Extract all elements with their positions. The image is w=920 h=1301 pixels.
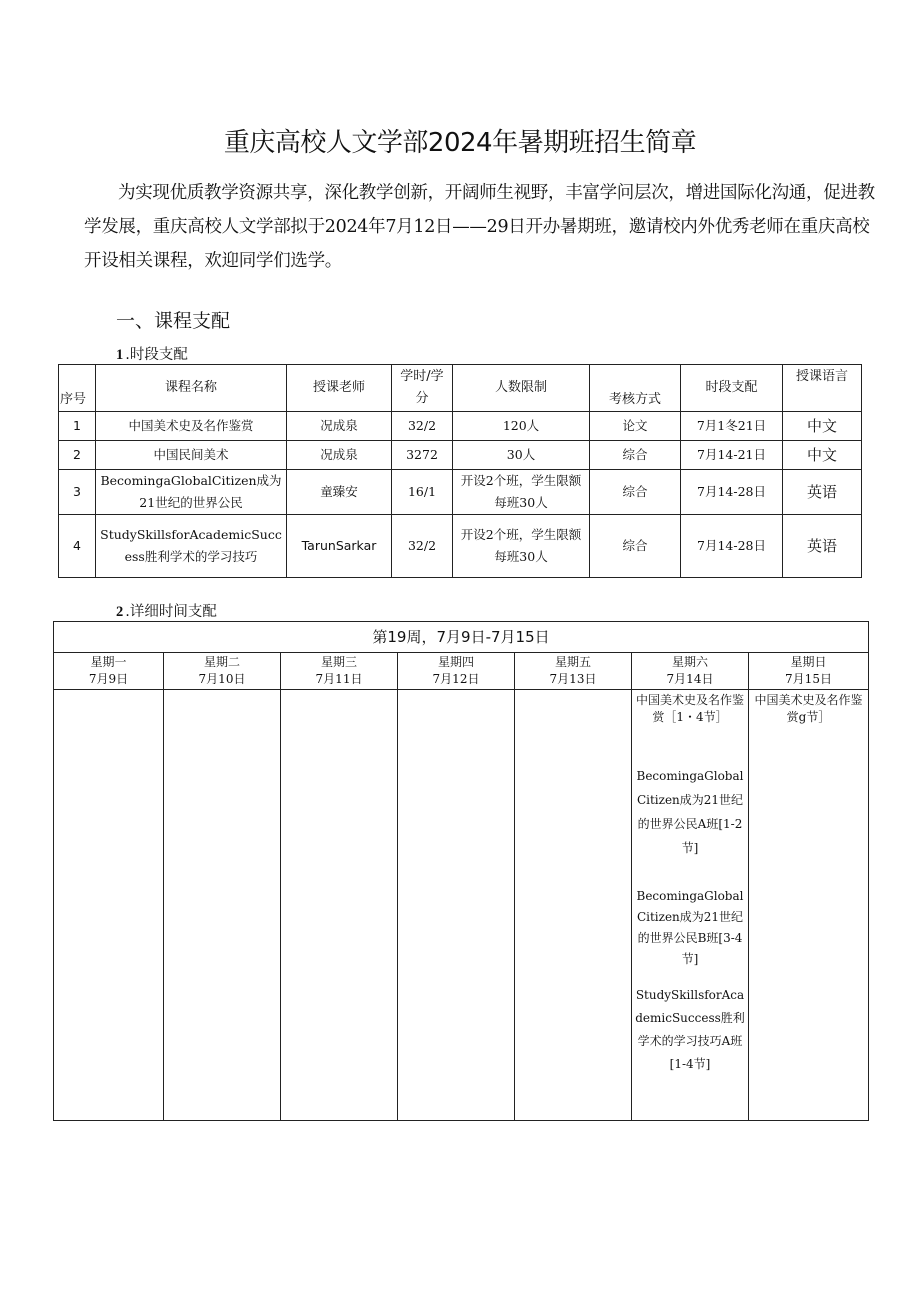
day-date: 7月14日	[666, 672, 714, 686]
schedule-entry: BecomingaGlobalCitizen成为21世纪的世界公民B班[3-4节]	[636, 889, 744, 966]
document-title: 重庆高校人文学部2024年暑期班招生简章	[223, 128, 697, 158]
cell-hours: 16/1	[392, 470, 453, 515]
cell-period: 7月14-28日	[681, 515, 783, 578]
cell-language: 中文	[783, 441, 862, 470]
table-row	[59, 515, 862, 578]
day-name: 星期五	[554, 655, 591, 669]
cell-language: 英语	[783, 470, 862, 515]
schedule-entry: BecomingaGlobalCitizen成为21世纪的世界公民A班[1-2节]	[636, 769, 744, 855]
week-title: 第19周，7月9日-7月15日	[54, 622, 869, 653]
cell-language: 中文	[783, 412, 862, 441]
schedule-entry: StudySkillsforAcademicSuccess胜利学术的学习技巧A班[1-4节]	[635, 988, 745, 1071]
day-header-thursday	[398, 653, 515, 690]
schedule-cell-wednesday	[281, 690, 398, 1121]
schedule-cell-thursday	[398, 690, 515, 1121]
cell-exam: 综合	[590, 515, 681, 578]
day-name: 星期六	[671, 655, 708, 669]
day-header-monday	[54, 653, 164, 690]
subheading-number: 1	[116, 347, 124, 363]
schedule-cell-sunday	[749, 690, 869, 1121]
subheading-detailed-schedule	[116, 600, 217, 621]
week-title-row	[54, 622, 869, 653]
header-language: 授课语言	[783, 365, 862, 412]
cell-exam: 综合	[590, 441, 681, 470]
cell-course-name: BecomingaGlobalCitizen成为21世纪的世界公民	[96, 470, 287, 515]
cell-period: 7月14-21日	[681, 441, 783, 470]
day-name: 星期二	[203, 655, 240, 669]
schedule-body-row	[54, 690, 869, 1121]
subheading-label: .时段支配	[125, 347, 188, 363]
cell-period: 7月14-28日	[681, 470, 783, 515]
weekly-schedule-table	[53, 621, 869, 1121]
schedule-cell-friday	[515, 690, 632, 1121]
day-date: 7月10日	[198, 672, 246, 686]
cell-limit: 开设2个班，学生限额每班30人	[453, 470, 590, 515]
schedule-cell-monday	[54, 690, 164, 1121]
day-name: 星期四	[437, 655, 474, 669]
header-teacher: 授课老师	[287, 365, 392, 412]
day-date: 7月13日	[549, 672, 597, 686]
section-heading-course-arrangement: 一、课程支配	[116, 310, 231, 332]
day-header-tuesday	[164, 653, 281, 690]
cell-teacher: TarunSarkar	[287, 515, 392, 578]
day-name: 星期日	[790, 655, 827, 669]
day-name: 星期一	[90, 655, 127, 669]
day-header-friday	[515, 653, 632, 690]
cell-course-name: 中国美术史及名作鉴赏	[96, 412, 287, 441]
cell-exam: 综合	[590, 470, 681, 515]
cell-limit: 30人	[453, 441, 590, 470]
header-assessment: 考核方式	[590, 365, 681, 412]
intro-paragraph: 为实现优质教学资源共享，深化教学创新，开阔师生视野，丰富学问层次，增进国际化沟通，促进教学发展，重庆高校人文学部拟于2024年7月12日——29日开办暑期班，邀请校内外优秀老师在重庆高校开设相关课程，欢迎同学们选学。	[84, 183, 875, 271]
schedule-cell-tuesday	[164, 690, 281, 1121]
day-date: 7月9日	[88, 672, 129, 686]
schedule-entry: 中国美术史及名作鉴赏［1・4节］	[635, 693, 744, 724]
subheading-label: .详细时间支配	[125, 604, 217, 620]
header-seq: 序号	[59, 365, 96, 412]
table-row	[59, 412, 862, 441]
table-header-row	[59, 365, 862, 412]
course-arrangement-table	[58, 364, 862, 578]
cell-hours: 3272	[392, 441, 453, 470]
cell-teacher: 童臻安	[287, 470, 392, 515]
cell-course-name: 中国民间美术	[96, 441, 287, 470]
cell-teacher: 况成泉	[287, 441, 392, 470]
header-period: 时段支配	[681, 365, 783, 412]
cell-teacher: 况成泉	[287, 412, 392, 441]
cell-hours: 32/2	[392, 412, 453, 441]
day-name: 星期三	[320, 655, 357, 669]
day-date: 7月12日	[432, 672, 480, 686]
subheading-time-arrangement	[116, 343, 188, 364]
cell-seq: 2	[59, 441, 96, 470]
day-date: 7月11日	[315, 672, 363, 686]
header-hours-credits: 学时/学分	[392, 365, 453, 412]
day-header-sunday	[749, 653, 869, 690]
cell-seq: 4	[59, 515, 96, 578]
cell-exam: 论文	[590, 412, 681, 441]
subheading-number: 2	[116, 604, 124, 620]
cell-hours: 32/2	[392, 515, 453, 578]
table-row	[59, 441, 862, 470]
cell-language: 英语	[783, 515, 862, 578]
schedule-cell-saturday	[632, 690, 749, 1121]
cell-limit: 120人	[453, 412, 590, 441]
cell-seq: 3	[59, 470, 96, 515]
cell-seq: 1	[59, 412, 96, 441]
header-enrollment-limit: 人数限制	[453, 365, 590, 412]
cell-period: 7月1冬21日	[681, 412, 783, 441]
day-date: 7月15日	[785, 672, 832, 686]
schedule-entry: 中国美术史及名作鉴赏g节］	[754, 693, 863, 724]
table-row	[59, 470, 862, 515]
cell-limit: 开设2个班，学生限额每班30人	[453, 515, 590, 578]
day-header-wednesday	[281, 653, 398, 690]
day-header-row	[54, 653, 869, 690]
header-course-name: 课程名称	[96, 365, 287, 412]
day-header-saturday	[632, 653, 749, 690]
cell-course-name: StudySkillsforAcademicSuccess胜利学术的学习技巧	[96, 515, 287, 578]
